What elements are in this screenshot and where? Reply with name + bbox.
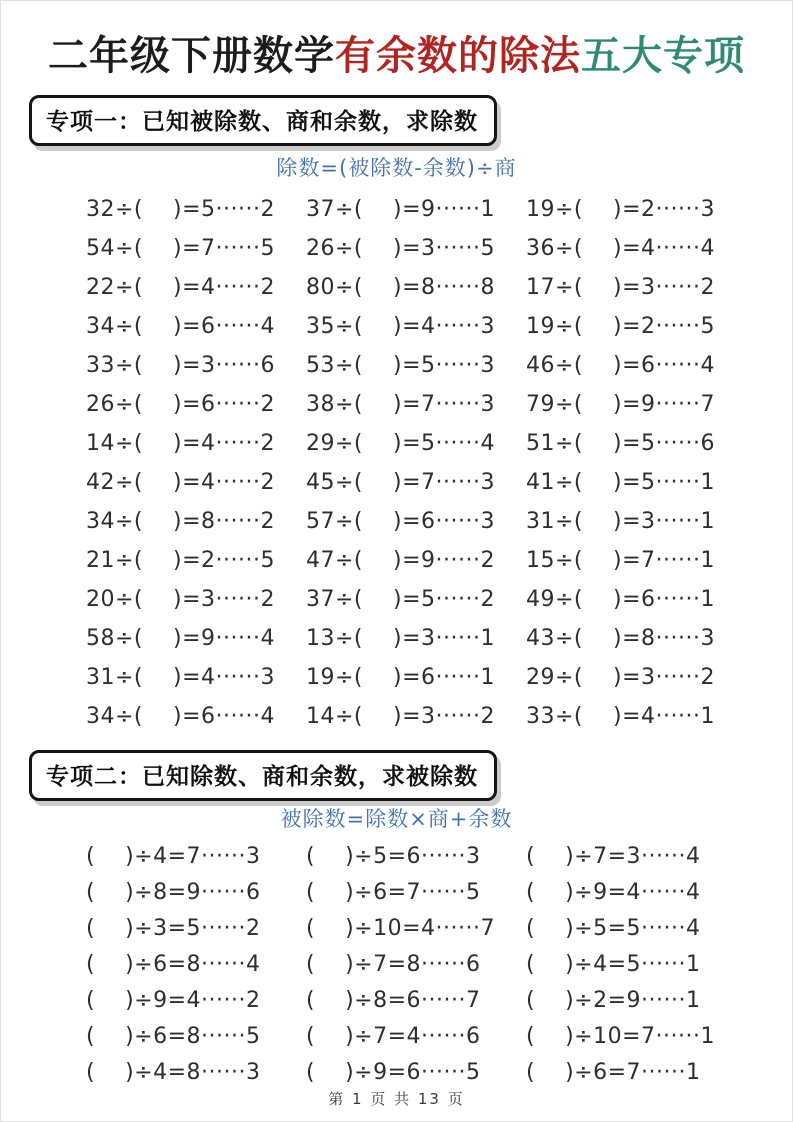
problem-cell: 14÷( )=4······2 (86, 431, 275, 456)
problem-cell: ( )÷4=5······1 (526, 952, 701, 977)
problem-cell: ( )÷8=6······7 (306, 988, 481, 1013)
problem-cell: ( )÷9=4······2 (86, 988, 261, 1013)
section2-problems-grid (1, 839, 792, 1091)
section2-heading-row (29, 750, 792, 801)
section1-heading: 专项一：已知被除数、商和余数，求除数 (29, 95, 497, 146)
problem-cell: 33÷( )=3······6 (86, 353, 275, 378)
problem-cell: 19÷( )=2······3 (526, 197, 715, 222)
problem-cell: 79÷( )=9······7 (526, 392, 715, 417)
problem-cell: 37÷( )=5······2 (306, 587, 495, 612)
problem-cell: ( )÷7=8······6 (306, 952, 481, 977)
problem-cell: 43÷( )=8······3 (526, 626, 715, 651)
problem-cell: ( )÷9=4······4 (526, 880, 701, 905)
title-part-series: 五大专项 (581, 33, 745, 79)
problem-cell: ( )÷9=6······5 (306, 1060, 481, 1085)
problem-cell: 51÷( )=5······6 (526, 431, 715, 456)
problem-cell: 34÷( )=6······4 (86, 314, 275, 339)
problem-cell: ( )÷6=7······1 (526, 1060, 701, 1085)
problem-cell: ( )÷2=9······1 (526, 988, 701, 1013)
problem-cell: ( )÷6=7······5 (306, 880, 481, 905)
problem-cell: 22÷( )=4······2 (86, 275, 275, 300)
problem-cell: 45÷( )=7······3 (306, 470, 495, 495)
problem-cell: 57÷( )=6······3 (306, 509, 495, 534)
problem-cell: 42÷( )=4······2 (86, 470, 275, 495)
problem-cell: 13÷( )=3······1 (306, 626, 495, 651)
problem-cell: ( )÷7=4······6 (306, 1024, 481, 1049)
problem-cell: 33÷( )=4······1 (526, 704, 715, 729)
problem-cell: ( )÷5=6······3 (306, 844, 481, 869)
problem-cell: 41÷( )=5······1 (526, 470, 715, 495)
problem-cell: 32÷( )=5······2 (86, 197, 275, 222)
problem-cell: 38÷( )=7······3 (306, 392, 495, 417)
section1-heading-row (29, 95, 792, 146)
problem-cell: 19÷( )=6······1 (306, 665, 495, 690)
problem-cell: ( )÷5=5······4 (526, 916, 701, 941)
title-part-topic: 有余数的除法 (335, 33, 581, 79)
problem-cell: 19÷( )=2······5 (526, 314, 715, 339)
section2-heading: 专项二：已知除数、商和余数，求被除数 (29, 750, 497, 801)
problem-cell: ( )÷6=8······5 (86, 1024, 261, 1049)
problem-cell: 31÷( )=4······3 (86, 665, 275, 690)
problem-cell: ( )÷8=9······6 (86, 880, 261, 905)
problem-cell: ( )÷10=4······7 (306, 916, 495, 941)
problem-cell: 20÷( )=3······2 (86, 587, 275, 612)
problem-cell: ( )÷4=8······3 (86, 1060, 261, 1085)
problem-cell: 34÷( )=8······2 (86, 509, 275, 534)
problem-cell: 15÷( )=7······1 (526, 548, 715, 573)
problem-cell: 80÷( )=8······8 (306, 275, 495, 300)
problem-cell: 17÷( )=3······2 (526, 275, 715, 300)
problem-cell: ( )÷10=7······1 (526, 1024, 715, 1049)
problem-cell: 29÷( )=3······2 (526, 665, 715, 690)
problem-cell: 34÷( )=6······4 (86, 704, 275, 729)
problem-cell: ( )÷4=7······3 (86, 844, 261, 869)
problem-cell: 29÷( )=5······4 (306, 431, 495, 456)
problem-cell: 54÷( )=7······5 (86, 236, 275, 261)
problem-cell: 58÷( )=9······4 (86, 626, 275, 651)
section1-formula: 除数=(被除数-余数)÷商 (276, 156, 517, 180)
problem-cell: 21÷( )=2······5 (86, 548, 275, 573)
problem-cell: ( )÷3=5······2 (86, 916, 261, 941)
problem-cell: 35÷( )=4······3 (306, 314, 495, 339)
page-title (1, 33, 792, 79)
problem-cell: 31÷( )=3······1 (526, 509, 715, 534)
problem-cell: 46÷( )=6······4 (526, 353, 715, 378)
section1-problems-grid (1, 190, 792, 736)
title-part-course: 二年级下册数学 (48, 33, 335, 79)
problem-cell: 36÷( )=4······4 (526, 236, 715, 261)
problem-cell: 47÷( )=9······2 (306, 548, 495, 573)
problem-cell: 53÷( )=5······3 (306, 353, 495, 378)
page-number: 第 1 页 共 13 页 (328, 1090, 465, 1108)
problem-cell: 26÷( )=3······5 (306, 236, 495, 261)
problem-cell: 26÷( )=6······2 (86, 392, 275, 417)
problem-cell: 49÷( )=6······1 (526, 587, 715, 612)
section2-formula: 被除数=除数×商+余数 (280, 807, 513, 831)
problem-cell: 14÷( )=3······2 (306, 704, 495, 729)
problem-cell: ( )÷7=3······4 (526, 844, 701, 869)
problem-cell: 37÷( )=9······1 (306, 197, 495, 222)
problem-cell: ( )÷6=8······4 (86, 952, 261, 977)
